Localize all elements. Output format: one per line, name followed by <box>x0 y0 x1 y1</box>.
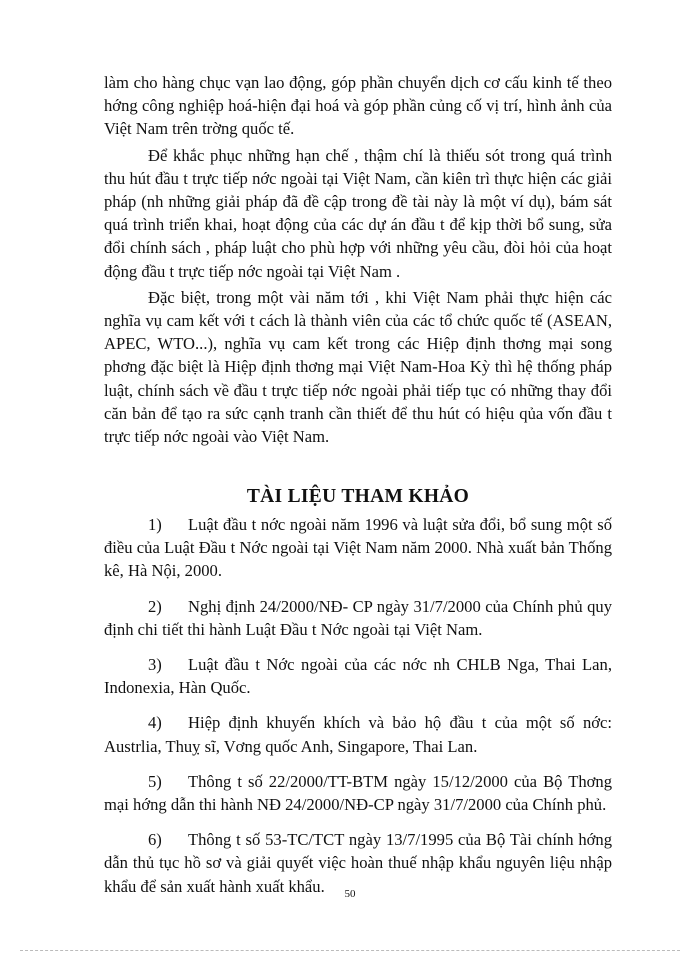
references-list <box>104 513 612 910</box>
reference-number: 1) <box>148 515 162 534</box>
page-number: 50 <box>344 888 356 900</box>
reference-text: Luật đầu t nớc ngoài năm 1996 và luật sửa đổi, bổ sung một số điều của Luật Đầu t Nớc ngoài tại Việt Nam năm 2000. Nhà xuất bản Thống kê, Hà Nội, 2000. <box>104 515 612 581</box>
reference-text: Thông t số 22/2000/TT-BTM ngày 15/12/2000 của Bộ Thơng mại hớng dẫn thi hành NĐ 24/2000/NĐ-CP ngày 31/7/2000 của Chính phủ. <box>104 771 612 815</box>
reference-item <box>104 513 612 583</box>
reference-number: 4) <box>148 713 162 733</box>
page-bottom-divider <box>20 950 680 951</box>
body-text <box>104 71 612 451</box>
reference-item <box>104 653 612 699</box>
reference-text: Thông t số 53-TC/TCT ngày 13/7/1995 của Bộ Tài chính hớng dẫn thủ tục hồ sơ và giải quyết việc hoàn thuế nhập khẩu nguyên liệu nhập khẩu để sản xuất hành xuất khẩu. <box>104 830 612 896</box>
reference-text: Hiệp định khuyến khích và bảo hộ đầu t của một số nớc: Austrlia, Thuỵ sĩ, Vơng quốc Anh, Singapore, Thai Lan. <box>104 713 612 756</box>
reference-text: Nghị định 24/2000/NĐ- CP ngày 31/7/2000 của Chính phủ quy định chi tiết thi hành Luật Đầu t Nớc ngoài tại Việt Nam. <box>104 596 612 639</box>
references-heading: TÀI LIỆU THAM KHẢO <box>246 486 470 507</box>
reference-number: 5) <box>148 771 162 791</box>
paragraph-3: Đặc biệt, trong một vài năm tới , khi Việt Nam phải thực hiện các nghĩa vụ cam kết với t cách là thành viên của các tổ chức quốc tế (ASEAN, APEC, WTO...), nghĩa vụ cam kết trong các Hiệp định thơng mại song phơng đặc biệt là Hiệp định thơng mại Việt Nam-Hoa Kỳ thì hệ thống pháp luật, chính sách về đầu t trực tiếp nớc ngoài phải tiếp tục có những thay đổi căn bản để tạo ra sức cạnh tranh cần thiết để thu hút có hiệu qủa vốn đầu t trực tiếp nớc ngoài vào Việt Nam. <box>104 287 612 447</box>
reference-item <box>104 770 612 816</box>
reference-item <box>104 595 612 641</box>
reference-item <box>104 711 612 757</box>
reference-number: 6) <box>148 830 162 850</box>
paragraph-2: Để khắc phục những hạn chế , thậm chí là thiếu sót trong quá trình thu hút đầu t trực tiếp nớc ngoài tại Việt Nam, cần kiên trì thực hiện các giải pháp (nh những giải pháp đã đề cập trong đề tài này là một ví dụ), bám sát quá trình triển khai, hoạt động của các dự án đầu t để kịp thời bổ sung, sửa đổi chính sách , pháp luật cho phù hợp với những yêu cầu, đòi hỏi của hoạt động đầu t trực tiếp nớc ngoài tại Việt Nam . <box>104 145 612 281</box>
reference-number: 3) <box>148 655 162 675</box>
paragraph-1: làm cho hàng chục vạn lao động, góp phần chuyển dịch cơ cấu kinh tế theo hớng công nghiệp hoá-hiện đại hoá và góp phần củng cố vị trí, hình ảnh của Việt Nam trên trờng quốc tế. <box>104 73 612 139</box>
reference-text: Luật đầu t Nớc ngoài của các nớc nh CHLB Nga, Thai Lan, Indonexia, Hàn Quốc. <box>104 655 612 698</box>
reference-number: 2) <box>148 596 162 616</box>
